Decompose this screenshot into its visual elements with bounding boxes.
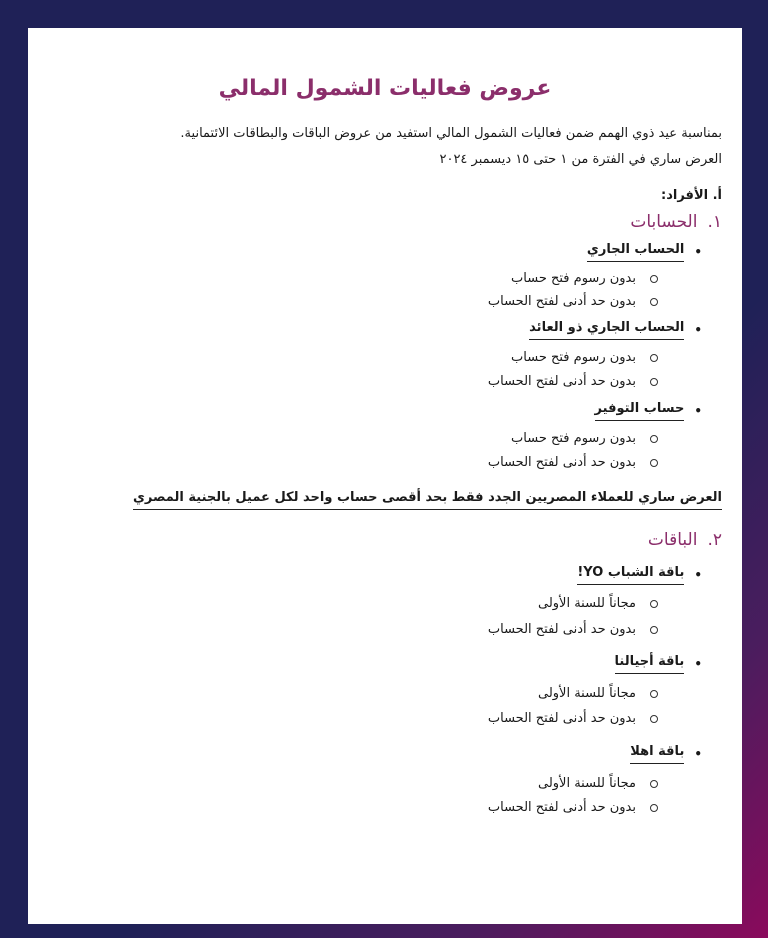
feature-text: بدون حد أدنى لفتح الحساب: [487, 455, 636, 470]
feature-text: بدون حد أدنى لفتح الحساب: [487, 294, 636, 309]
list-item: [577, 565, 702, 585]
list-item: [538, 776, 658, 791]
document-page: [28, 28, 742, 924]
circle-bullet-icon: [650, 600, 658, 608]
circle-bullet-icon: [650, 690, 658, 698]
bullet-icon: •: [694, 747, 702, 761]
feature-text: مجاناً للسنة الأولى: [537, 596, 636, 611]
list-item: [488, 455, 658, 470]
feature-text: بدون رسوم فتح حساب: [511, 350, 636, 365]
list-item: [595, 401, 702, 421]
list-item: [630, 744, 702, 764]
bullet-icon: •: [694, 657, 702, 671]
bullet-icon: •: [694, 323, 702, 337]
list-item: [488, 800, 658, 815]
feature-text: بدون حد أدنى لفتح الحساب: [487, 622, 636, 637]
list-item: [538, 686, 658, 701]
circle-bullet-icon: [650, 275, 658, 283]
packages-number: ٢.: [707, 530, 722, 550]
list-item: [511, 271, 658, 286]
accounts-number: ١.: [707, 212, 722, 232]
package-name: باقة أجيالنا: [615, 654, 685, 674]
intro-text: بمناسبة عيد ذوي الهمم ضمن فعاليات الشمول المالي استفيد من عروض الباقات والبطاقات الائتمانية.: [180, 126, 722, 141]
eligibility-notice: العرض ساري للعملاء المصريين الجدد فقط بحد أقصى حساب واحد لكل عميل بالجنية المصري: [133, 490, 722, 510]
list-item: [488, 374, 658, 389]
circle-bullet-icon: [650, 298, 658, 306]
circle-bullet-icon: [650, 435, 658, 443]
bullet-icon: •: [694, 404, 702, 418]
account-name: حساب التوفير: [595, 401, 685, 421]
bullet-icon: •: [694, 568, 702, 582]
list-item: [488, 622, 658, 637]
feature-text: بدون رسوم فتح حساب: [511, 271, 636, 286]
list-item: [529, 320, 702, 340]
packages-heading: [648, 530, 722, 550]
page-title: عروض فعاليات الشمول المالي: [218, 76, 552, 101]
list-item: [511, 350, 658, 365]
package-name: باقة الشباب YO!: [577, 565, 684, 585]
list-item: [511, 431, 658, 446]
circle-bullet-icon: [650, 804, 658, 812]
bullet-icon: •: [694, 245, 702, 259]
circle-bullet-icon: [650, 715, 658, 723]
feature-text: مجاناً للسنة الأولى: [537, 776, 636, 791]
circle-bullet-icon: [650, 459, 658, 467]
list-item: [587, 242, 702, 262]
accounts-heading-text: الحسابات: [630, 212, 698, 232]
feature-text: بدون حد أدنى لفتح الحساب: [487, 800, 636, 815]
list-item: [538, 596, 658, 611]
feature-text: بدون حد أدنى لفتح الحساب: [487, 711, 636, 726]
account-name: الحساب الجاري ذو العائد: [529, 320, 684, 340]
packages-heading-text: الباقات: [647, 530, 698, 550]
circle-bullet-icon: [650, 626, 658, 634]
account-name: الحساب الجاري: [587, 242, 684, 262]
feature-text: مجاناً للسنة الأولى: [537, 686, 636, 701]
circle-bullet-icon: [650, 780, 658, 788]
period-text: العرض ساري في الفترة من ١ حتى ١٥ ديسمبر ٢٠٢٤: [439, 152, 722, 167]
package-name: باقة اهلا: [630, 744, 684, 764]
feature-text: بدون رسوم فتح حساب: [511, 431, 636, 446]
list-item: [488, 711, 658, 726]
list-item: [615, 654, 702, 674]
list-item: [488, 294, 658, 309]
accounts-heading: [630, 212, 722, 232]
individuals-label: أ. الأفراد:: [661, 188, 722, 203]
circle-bullet-icon: [650, 354, 658, 362]
circle-bullet-icon: [650, 378, 658, 386]
feature-text: بدون حد أدنى لفتح الحساب: [487, 374, 636, 389]
